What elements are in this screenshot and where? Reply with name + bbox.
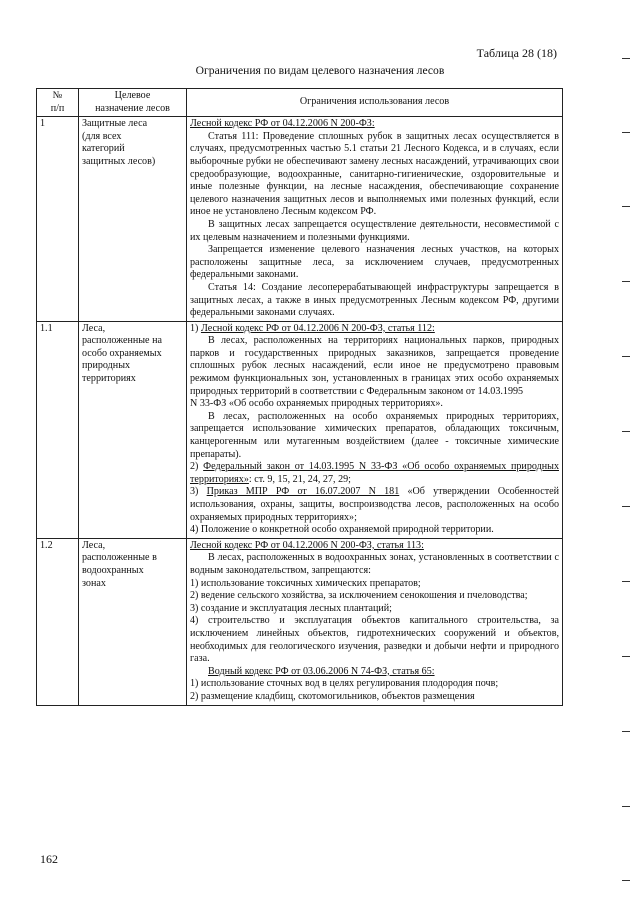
header-purpose-line: Целевое bbox=[114, 90, 151, 101]
margin-tick bbox=[622, 132, 630, 133]
category-line: Защитные леса bbox=[82, 118, 148, 130]
reference-tail: «Об утверждении Особенностей использования, охраны, защиты, воспроизводства лесов, расположенных на особо охраняемых природных территориях»; bbox=[190, 486, 560, 523]
restriction-paragraph: N 33-ФЗ «Об особо охраняемых природных территориях». bbox=[190, 398, 443, 410]
category-line: природных bbox=[82, 360, 131, 372]
category-line: расположенные в bbox=[82, 552, 157, 564]
table-header-row bbox=[37, 89, 563, 117]
restriction-paragraph bbox=[190, 323, 559, 336]
restriction-paragraph: В лесах, расположенных на территориях национальных парков, природных парков и государственных природных заказников, запрещается проведение сплошных рубок лесных насаждений, если иное не предусмотрено правовым режимом функциональных зон, установленных в границах этих особо охраняемых природных территорий в соответствии с Федеральным законом от 14.03.1995 bbox=[190, 335, 559, 397]
law-reference: Водный кодекс РФ от 03.06.2006 N 74-ФЗ, статья 65: bbox=[208, 665, 435, 677]
row-number: 1.1 bbox=[37, 321, 79, 538]
header-num bbox=[37, 89, 79, 117]
row-category bbox=[79, 321, 187, 538]
restriction-paragraph: В защитных лесах запрещается осуществление деятельности, несовместимой с их целевым назначением и полезными функциями. bbox=[190, 218, 559, 243]
law-reference: Приказ МПР РФ от 16.07.2007 N 181 bbox=[206, 486, 400, 498]
row-number: 1 bbox=[37, 117, 79, 322]
restrictions-table bbox=[36, 88, 563, 706]
restriction-paragraph: 4) Положение о конкретной особо охраняемой природной территории. bbox=[190, 524, 494, 536]
header-num-line: № bbox=[52, 90, 63, 101]
restriction-paragraph: 4) строительство и эксплуатация объектов капитального строительства, за исключением линейных объектов, гидротехнических сооружений и объектов, необходимых для геологического изучения, разведки и добычи нефти и природного газа. bbox=[190, 615, 559, 665]
header-restrictions: Ограничения использования лесов bbox=[187, 89, 563, 117]
category-line: зонах bbox=[82, 577, 106, 589]
row-restrictions bbox=[187, 321, 563, 538]
item-number: 2) bbox=[190, 461, 204, 473]
restriction-paragraph bbox=[190, 486, 559, 524]
margin-tick bbox=[622, 58, 630, 59]
margin-tick bbox=[622, 431, 630, 432]
restriction-paragraph: Статья 14: Создание лесоперерабатывающей инфраструктуры запрещается в защитных лесах, а также в иных предусмотренных Лесным кодексом РФ, другими федеральными законами случаях. bbox=[190, 281, 559, 319]
category-line: водоохранных bbox=[82, 564, 144, 576]
restriction-paragraph bbox=[190, 540, 559, 553]
category-line: Леса, bbox=[82, 539, 106, 551]
table-row bbox=[37, 538, 563, 705]
restriction-paragraph: 2) ведение сельского хозяйства, за исключением сенокошения и пчеловодства; bbox=[190, 590, 528, 602]
margin-tick bbox=[622, 356, 630, 357]
item-number: 1) bbox=[190, 322, 201, 334]
table-number: Таблица 28 (18) bbox=[476, 46, 557, 60]
restriction-paragraph: 1) использование токсичных химических препаратов; bbox=[190, 577, 421, 589]
restriction-paragraph: 3) создание и эксплуатация лесных плантаций; bbox=[190, 602, 392, 614]
item-number: 3) bbox=[190, 486, 207, 498]
margin-tick bbox=[622, 206, 630, 207]
header-purpose-line: назначение лесов bbox=[95, 102, 170, 114]
law-reference: Лесной кодекс РФ от 04.12.2006 N 200-ФЗ, статья 112: bbox=[200, 322, 435, 334]
category-line: территориях bbox=[82, 373, 136, 385]
restriction-paragraph: Запрещается изменение целевого назначения лесных участков, на которых расположены защитные леса, за исключением случаев, предусмотренных федеральными законами. bbox=[190, 244, 559, 281]
law-reference: Лесной кодекс РФ от 04.12.2006 N 200-ФЗ, статья 113: bbox=[190, 539, 424, 551]
header-purpose bbox=[79, 89, 187, 117]
restriction-paragraph bbox=[190, 118, 559, 131]
law-reference: Лесной кодекс РФ от 04.12.2006 N 200-ФЗ: bbox=[190, 118, 375, 130]
law-reference: Федеральный закон от 14.03.1995 N 33-ФЗ «Об особо охраняемых природных территориях» bbox=[190, 461, 559, 485]
restriction-paragraph: В лесах, расположенных в водоохранных зонах, установленных в соответствии с водным законодательством, запрещаются: bbox=[190, 552, 559, 576]
category-line: (для всех bbox=[82, 130, 122, 142]
row-restrictions bbox=[187, 117, 563, 322]
reference-tail: : ст. 9, 15, 21, 24, 27, 29; bbox=[248, 473, 351, 485]
header-num-line: п/п bbox=[50, 102, 65, 114]
margin-tick bbox=[622, 656, 630, 657]
table-row bbox=[37, 321, 563, 538]
row-number: 1.2 bbox=[37, 538, 79, 705]
margin-tick bbox=[622, 806, 630, 807]
table-row bbox=[37, 117, 563, 322]
margin-tick bbox=[622, 581, 630, 582]
category-line: категорий bbox=[82, 143, 125, 155]
margin-tick bbox=[622, 281, 630, 282]
margin-tick bbox=[622, 506, 630, 507]
category-line: Леса, bbox=[82, 322, 106, 334]
restriction-paragraph: Статья 111: Проведение сплошных рубок в защитных лесах осуществляется в случаях, предусмотренных частью 5.1 статьи 21 Лесного Кодекса, и в случаях, если выборочные рубки не обеспечивают замену лесных насаждений, утрачивающих свои средообразующие, водоохранные, санитарно-гигиенические, оздоровительные и иные полезные функции, на лесные насаждения, обеспечивающие сохранение целевого назначения защитных лесов и выполняемых ими полезных функций, если иное не установлено Лесным кодексом РФ. bbox=[190, 130, 559, 218]
restriction-paragraph bbox=[190, 461, 559, 486]
row-category bbox=[79, 538, 187, 705]
margin-tick bbox=[622, 880, 630, 881]
table-caption: Ограничения по видам целевого назначения лесов bbox=[195, 64, 445, 77]
margin-tick bbox=[622, 731, 630, 732]
restriction-paragraph: 1) использование сточных вод в целях регулирования плодородия почв; bbox=[190, 678, 499, 690]
restriction-paragraph: В лесах, расположенных на особо охраняемых природных территориях, запрещается использование химических препаратов, обладающих токсичным, канцерогенным или мутагенным воздействием (далее - токсичные химические препараты). bbox=[190, 410, 559, 460]
row-restrictions bbox=[187, 538, 563, 705]
category-line: расположенные на bbox=[82, 335, 162, 347]
category-line: защитных лесов) bbox=[82, 155, 156, 167]
category-line: особо охраняемых bbox=[82, 347, 162, 359]
row-category bbox=[79, 117, 187, 322]
page-number: 162 bbox=[40, 852, 58, 866]
restriction-paragraph bbox=[190, 666, 559, 679]
restriction-paragraph: 2) размещение кладбищ, скотомогильников, объектов размещения bbox=[190, 690, 475, 702]
